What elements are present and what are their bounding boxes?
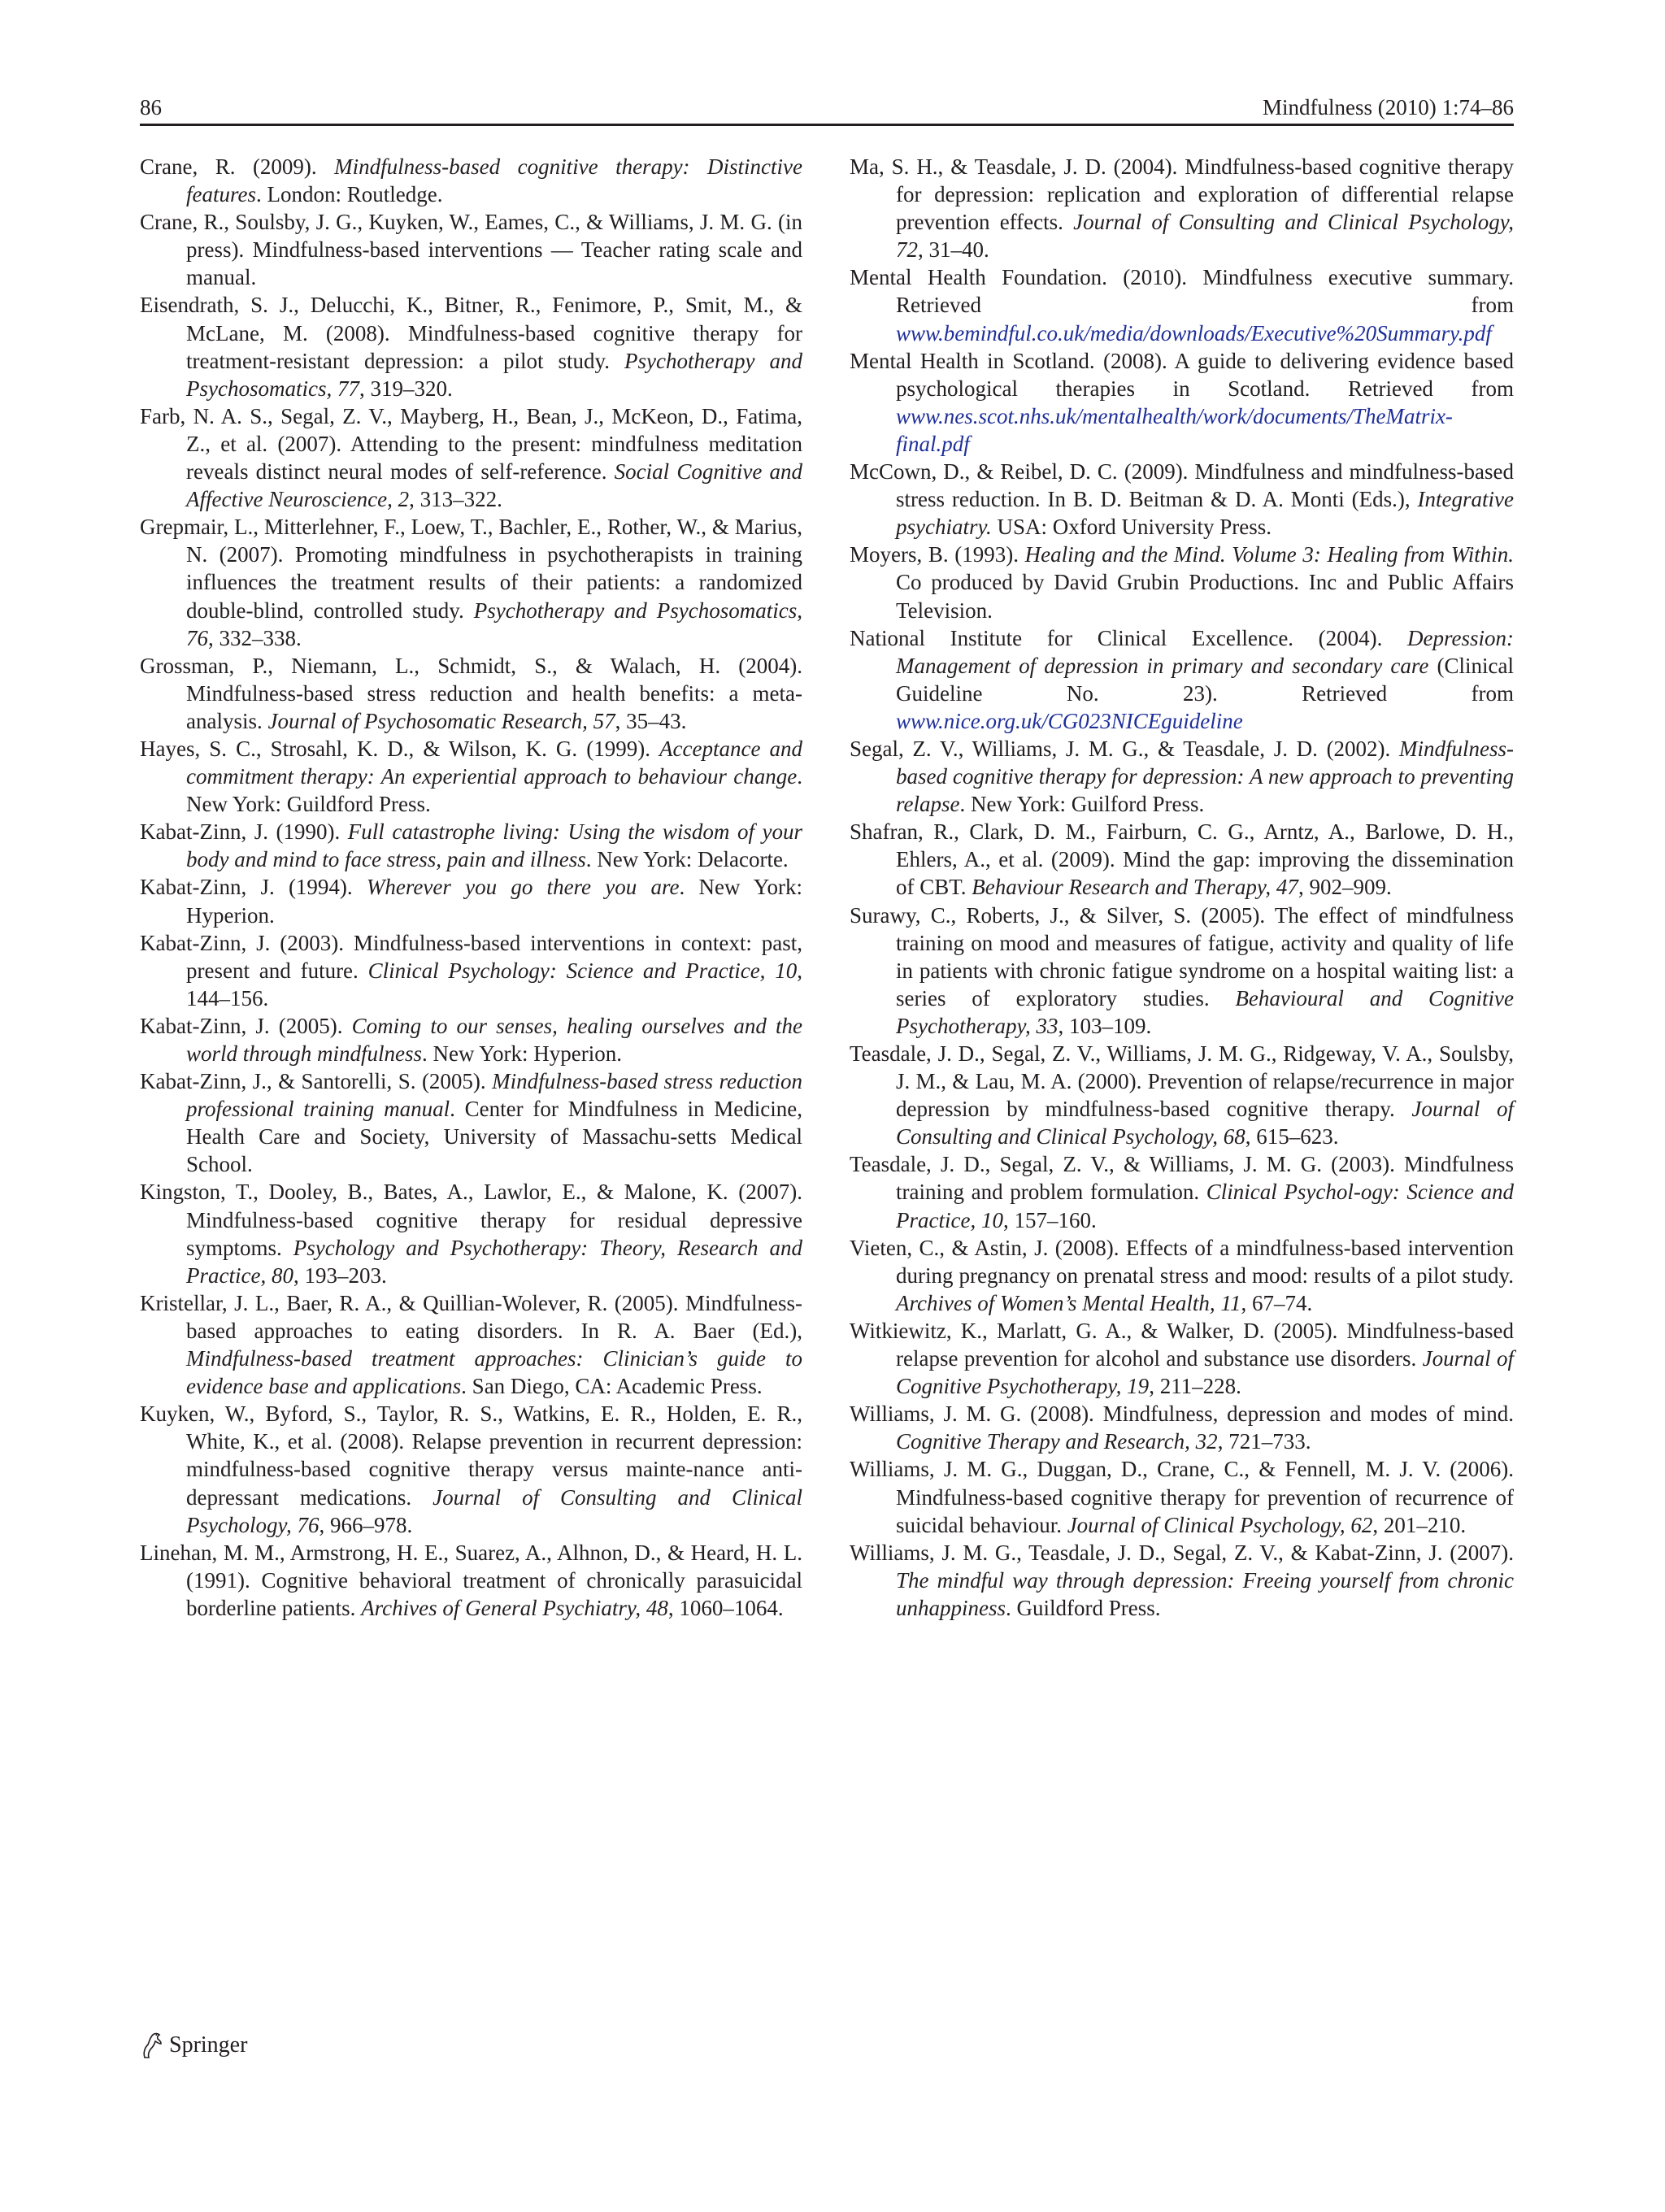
reference-text: . London: Routledge.	[255, 182, 443, 207]
reference-entry	[140, 1178, 802, 1289]
reference-entry	[850, 902, 1514, 1040]
reference-text: Kristellar, J. L., Baer, R. A., & Quillian-Wolever, R. (2005). Mindfulness-based approaches to eating disorders. In R. A. Baer (Ed.),	[140, 1290, 802, 1343]
reference-text: , 144–156.	[186, 958, 802, 1010]
reference-italic: Psychotherapy and Psychosomatics, 77	[186, 348, 803, 401]
reference-entry	[140, 208, 802, 291]
reference-text: , 67–74.	[1241, 1290, 1313, 1315]
reference-text: . Guildford Press.	[1006, 1595, 1161, 1620]
page-number: 86	[140, 95, 162, 120]
reference-italic: Clinical Psychol-ogy: Science and Practice, 10	[896, 1180, 1514, 1232]
reference-text: Teasdale, J. D., Segal, Z. V., & Williams, J. M. G. (2003). Mindfulness training and problem formulation.	[850, 1152, 1514, 1205]
reference-text: , 193–203.	[293, 1262, 387, 1288]
reference-entry	[850, 1455, 1514, 1538]
reference-text: , 201–210.	[1372, 1512, 1467, 1537]
reference-italic: Clinical Psychology: Science and Practice, 10	[367, 958, 798, 983]
reference-italic: Journal of Clinical Psychology, 62	[1067, 1512, 1373, 1537]
reference-text: , 721–733.	[1217, 1429, 1311, 1454]
reference-text: Farb, N. A. S., Segal, Z. V., Mayberg, H., Bean, J., McKeon, D., Fatima, Z., et al. (2007). Attending to the present: mindfulness meditation reveals distinct neural modes of self-reference.	[140, 403, 802, 485]
reference-italic: The mindful way through depression: Freeing yourself from chronic unhappiness	[896, 1567, 1514, 1620]
reference-entry	[850, 153, 1514, 263]
reference-link[interactable]: www.bemindful.co.uk/media/downloads/Executive%20Summary.pdf	[896, 320, 1492, 345]
reference-text: , 157–160.	[1002, 1207, 1097, 1232]
reference-text: , 966–978.	[319, 1512, 413, 1537]
reference-entry	[140, 1012, 802, 1067]
reference-italic: Mindfulness-based treatment approaches: Clinician’s guide to evidence base and applications	[186, 1346, 802, 1399]
reference-entry	[850, 735, 1514, 818]
reference-text: . New York: Hyperion.	[186, 875, 802, 928]
reference-entry	[140, 818, 802, 873]
reference-text: Crane, R. (2009).	[140, 154, 335, 179]
reference-text: Williams, J. M. G., Duggan, D., Crane, C., & Fennell, M. J. V. (2006). Mindfulness-based cognitive therapy for prevention of recurrence of suicidal behaviour.	[850, 1457, 1514, 1537]
journal-citation: Mindfulness (2010) 1:74–86	[1263, 95, 1514, 120]
reference-text: . New York: Guilford Press.	[959, 792, 1205, 817]
reference-text: McCown, D., & Reibel, D. C. (2009). Mindfulness and mindfulness-based stress reduction. In B. D. Beitman & D. A. Monti (Eds.),	[850, 459, 1514, 512]
reference-text: Grossman, P., Niemann, L., Schmidt, S., & Walach, H. (2004). Mindfulness-based stress reduction and health benefits: a meta-analysis.	[140, 653, 802, 733]
reference-text: Shafran, R., Clark, D. M., Fairburn, C. G., Arntz, A., Barlowe, D. H., Ehlers, A., et al. (2009). Mind the gap: improving the dissemination of CBT.	[850, 819, 1514, 900]
reference-italic: Mindfulness-based cognitive therapy for depression: A new approach to preventing relapse	[896, 736, 1514, 817]
reference-text: , 313–322.	[409, 487, 502, 512]
reference-italic: Healing and the Mind. Volume 3: Healing from Within.	[1024, 542, 1514, 567]
reference-text: Kabat-Zinn, J. (1994).	[140, 875, 367, 900]
reference-italic: Mindfulness-based cognitive therapy: Distinctive features	[186, 154, 802, 207]
reference-entry	[850, 1317, 1514, 1400]
header-rule	[140, 124, 1514, 126]
reference-text: Kabat-Zinn, J. (1990).	[140, 819, 348, 845]
reference-text: Hayes, S. C., Strosahl, K. D., & Wilson, K. G. (1999).	[140, 736, 660, 761]
reference-text: Linehan, M. M., Armstrong, H. E., Suarez, A., Alhnon, D., & Heard, H. L. (1991). Cognitive behavioral treatment of chronically parasuicidal borderline patients.	[140, 1540, 802, 1620]
reference-entry	[850, 263, 1514, 346]
footer	[140, 2029, 247, 2062]
reference-text: Ma, S. H., & Teasdale, J. D. (2004). Mindfulness-based cognitive therapy for depression: replication and exploration of differential relapse prevention effects.	[850, 154, 1514, 235]
reference-text: . San Diego, CA: Academic Press.	[461, 1374, 763, 1399]
reference-entry	[850, 541, 1514, 624]
reference-link[interactable]: www.nice.org.uk/CG023NICEguideline	[896, 708, 1243, 733]
reference-text: Vieten, C., & Astin, J. (2008). Effects of a mindfulness-based intervention during pregnancy on prenatal stress and mood: results of a pilot study.	[850, 1235, 1514, 1288]
reference-italic: Depression: Management of depression in primary and secondary care	[896, 625, 1514, 678]
reference-italic: Journal of Consulting and Clinical Psychology, 76	[186, 1484, 802, 1537]
reference-italic: Archives of Women’s Mental Health, 11	[896, 1290, 1241, 1315]
reference-text: , 319–320.	[359, 376, 453, 401]
reference-text: National Institute for Clinical Excellence. (2004).	[850, 625, 1408, 650]
reference-text: Surawy, C., Roberts, J., & Silver, S. (2005). The effect of mindfulness training on mood and measures of fatigue, activity and quality of life in patients with chronic fatigue syndrome on a hospital waiting list: a series of exploratory studies.	[850, 902, 1514, 1010]
reference-text: Eisendrath, S. J., Delucchi, K., Bitner, R., Fenimore, P., Smit, M., & McLane, M. (2008). Mindfulness-based cognitive therapy for treatment-resistant depression: a pilot study.	[140, 293, 802, 373]
reference-text: Mental Health Foundation. (2010). Mindfulness executive summary. Retrieved from	[850, 265, 1514, 318]
reference-entry	[140, 735, 802, 818]
reference-italic: Journal of Consulting and Clinical Psychology, 72	[896, 210, 1514, 263]
reference-italic: Psychotherapy and Psychosomatics, 76	[186, 598, 802, 650]
reference-italic: Journal of Psychosomatic Research, 57	[267, 708, 615, 733]
reference-entry	[140, 291, 802, 402]
reference-italic: Coming to our senses, healing ourselves and the world through mindfulness	[186, 1013, 802, 1066]
running-header	[140, 88, 1514, 127]
reference-text: Kabat-Zinn, J. (2003). Mindfulness-based interventions in context: past, present and future.	[140, 930, 802, 983]
reference-text: . New York: Hyperion.	[422, 1041, 623, 1066]
reference-entry	[850, 458, 1514, 541]
reference-text: Mental Health in Scotland. (2008). A guide to delivering evidence based psychological therapies in Scotland. Retrieved from	[850, 348, 1514, 401]
reference-entry	[850, 1150, 1514, 1233]
reference-entry	[140, 1539, 802, 1622]
reference-italic: Social Cognitive and Affective Neuroscience, 2	[186, 459, 803, 512]
springer-horse-icon	[140, 2032, 164, 2059]
reference-text: Co produced by David Grubin Productions. Inc and Public Affairs Television.	[896, 570, 1514, 623]
reference-italic: Behaviour Research and Therapy, 47	[972, 875, 1298, 900]
reference-text: . New York: Guildford Press.	[186, 764, 802, 817]
reference-entry	[140, 1289, 802, 1400]
reference-italic: Wherever you go there you are	[366, 875, 680, 900]
reference-text: Teasdale, J. D., Segal, Z. V., Williams, J. M. G., Ridgeway, V. A., Soulsby, J. M., & Lau, M. A. (2000). Prevention of relapse/recurrence in major depression by mindfulness-based cognitive therapy.	[850, 1041, 1514, 1122]
reference-entry	[140, 402, 802, 513]
reference-italic: Journal of Consulting and Clinical Psychology, 68	[896, 1097, 1514, 1149]
reference-italic: Full catastrophe living: Using the wisdom of your body and mind to face stress, pain and illness	[186, 819, 802, 872]
reference-text: (Clinical Guideline No. 23). Retrieved from	[896, 653, 1514, 706]
reference-text: , 211–228.	[1149, 1374, 1241, 1399]
reference-text: , 1060–1064.	[667, 1595, 784, 1620]
reference-text: Kabat-Zinn, J., & Santorelli, S. (2005).	[140, 1069, 493, 1094]
reference-entry	[140, 513, 802, 651]
reference-text: , 35–43.	[615, 708, 687, 733]
reference-text: , 902–909.	[1298, 875, 1392, 900]
reference-italic: Cognitive Therapy and Research, 32	[896, 1429, 1218, 1454]
reference-italic: Psychology and Psychotherapy: Theory, Research and Practice, 80	[186, 1235, 802, 1288]
reference-text: . Center for Mindfulness in Medicine, Health Care and Society, University of Massachu-setts Medical School.	[186, 1097, 802, 1177]
reference-entry	[850, 1234, 1514, 1317]
reference-entry	[140, 153, 802, 208]
reference-entry	[850, 1539, 1514, 1622]
references-right-column	[850, 153, 1514, 1622]
reference-italic: Mindfulness-based stress reduction professional training manual	[186, 1069, 802, 1122]
reference-text: , 332–338.	[208, 625, 302, 650]
reference-text: , 31–40.	[918, 237, 989, 263]
reference-entry	[850, 818, 1514, 901]
reference-entry	[140, 929, 802, 1012]
reference-text: Kabat-Zinn, J. (2005).	[140, 1013, 352, 1038]
references-left-column	[140, 153, 802, 1622]
reference-text: , 615–623.	[1245, 1124, 1339, 1149]
reference-text: Kuyken, W., Byford, S., Taylor, R. S., Watkins, E. R., Holden, E. R., White, K., et al. (2008). Relapse prevention in recurrent depression: mindfulness-based cognitive therapy versus mainte-nance anti-depressant medications.	[140, 1402, 802, 1510]
reference-entry	[140, 652, 802, 735]
reference-text: Williams, J. M. G., Teasdale, J. D., Segal, Z. V., & Kabat-Zinn, J. (2007).	[850, 1540, 1514, 1565]
reference-entry	[850, 1400, 1514, 1455]
reference-text: USA: Oxford University Press.	[991, 515, 1272, 540]
reference-text: Kingston, T., Dooley, B., Bates, A., Lawlor, E., & Malone, K. (2007). Mindfulness-based cognitive therapy for residual depressive symptoms.	[140, 1180, 802, 1260]
reference-entry	[140, 873, 802, 928]
reference-italic: Journal of Cognitive Psychotherapy, 19	[896, 1346, 1515, 1399]
reference-text: Segal, Z. V., Williams, J. M. G., & Teasdale, J. D. (2002).	[850, 736, 1399, 761]
reference-entry	[850, 1040, 1514, 1150]
reference-italic: Acceptance and commitment therapy: An experiential approach to behaviour change	[186, 736, 803, 789]
reference-text: Williams, J. M. G. (2008). Mindfulness, depression and modes of mind.	[850, 1402, 1514, 1427]
reference-link[interactable]: www.nes.scot.nhs.uk/mentalhealth/work/documents/TheMatrix-final.pdf	[896, 403, 1453, 456]
reference-entry	[850, 624, 1514, 735]
reference-text: , 103–109.	[1058, 1013, 1152, 1038]
reference-entry	[140, 1067, 802, 1178]
reference-text: Moyers, B. (1993).	[850, 542, 1025, 567]
reference-italic: Integrative psychiatry.	[896, 487, 1514, 540]
reference-entry	[850, 347, 1514, 458]
reference-text: Crane, R., Soulsby, J. G., Kuyken, W., Eames, C., & Williams, J. M. G. (in press). Mindfulness-based interventions — Teacher rating scale and manual.	[140, 210, 802, 290]
reference-text: . New York: Delacorte.	[585, 847, 789, 872]
publisher-name: Springer	[169, 2032, 248, 2058]
reference-text: Witkiewitz, K., Marlatt, G. A., & Walker, D. (2005). Mindfulness-based relapse prevention for alcohol and substance use disorders.	[850, 1318, 1514, 1371]
reference-entry	[140, 1400, 802, 1538]
reference-italic: Archives of General Psychiatry, 48	[361, 1595, 668, 1620]
reference-text: Grepmair, L., Mitterlehner, F., Loew, T., Bachler, E., Rother, W., & Marius, N. (2007). Promoting mindfulness in psychotherapists in training influences the treatment results of their patients: a randomized double-blind, controlled study.	[140, 515, 802, 623]
reference-italic: Behavioural and Cognitive Psychotherapy, 33	[896, 985, 1514, 1038]
